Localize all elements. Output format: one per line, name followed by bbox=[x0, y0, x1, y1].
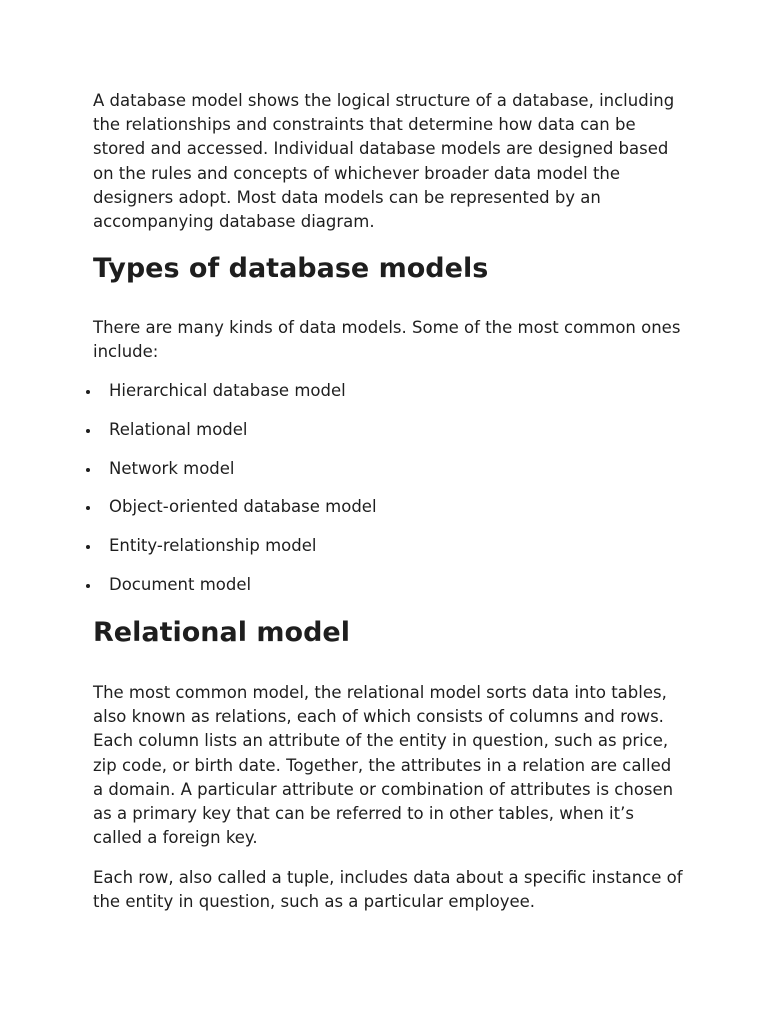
list-item bbox=[0, 534, 768, 573]
relational-paragraph-1: The most common model, the relational model sorts data into tables, also known as relations, each of which consists of columns and rows. Each column lists an attribute of the entity in question, such as price, zip code, or birth date. Together, the attributes in a relation are called a domain. A particular attribute or combination of attributes is chosen as a primary key that can be referred to in other tables, when it’s called a foreign key. bbox=[93, 683, 674, 848]
bullet-icon bbox=[86, 390, 90, 394]
list-item bbox=[0, 495, 768, 534]
bullet-icon bbox=[86, 584, 90, 588]
types-of-database-models-heading: Types of database models bbox=[93, 253, 489, 284]
bullet-icon bbox=[86, 506, 90, 510]
list-item bbox=[0, 573, 768, 612]
bullet-icon bbox=[86, 429, 90, 433]
list-item-text: Document model bbox=[109, 574, 252, 594]
list-item bbox=[0, 457, 768, 496]
list-item-text: Object-oriented database model bbox=[109, 497, 377, 517]
types-intro-paragraph: There are many kinds of data models. Some of the most common ones include: bbox=[93, 318, 681, 362]
relational-model-heading: Relational model bbox=[93, 617, 350, 648]
intro-paragraph: A database model shows the logical structure of a database, including the relationships and constraints that determine how data can be stored and accessed. Individual database models are designed based on the rules and concepts of whichever broader data model the designers adopt. Most data models can be represented by an accompanying database diagram. bbox=[93, 91, 675, 232]
list-item-text: Relational model bbox=[109, 419, 248, 439]
list-item bbox=[0, 418, 768, 457]
list-item-text: Network model bbox=[109, 458, 235, 478]
list-item-text: Hierarchical database model bbox=[109, 381, 346, 400]
bullet-icon bbox=[86, 545, 90, 549]
database-model-list bbox=[0, 379, 768, 612]
bullet-icon bbox=[86, 468, 90, 472]
list-item-text: Entity-relationship model bbox=[109, 536, 317, 556]
list-item bbox=[0, 379, 768, 418]
relational-paragraph-2: Each row, also called a tuple, includes data about a specific instance of the entity in question, such as a particular employee. bbox=[93, 868, 683, 912]
